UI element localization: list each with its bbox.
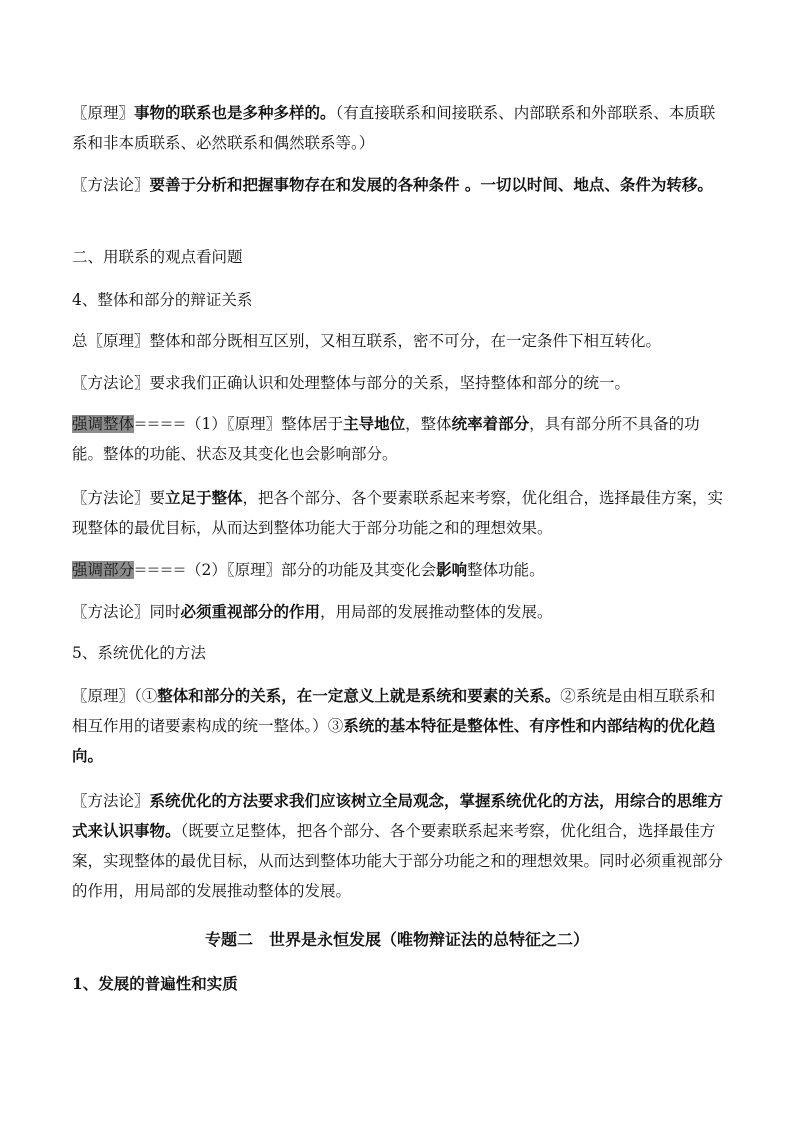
bold-segment: 系统的基本特征是整体性、有序性和内部结构的优化趋向。 bbox=[72, 716, 716, 765]
text-segment: （2）〖原理〗部分的功能及其变化会 bbox=[185, 561, 437, 579]
text-segment: ，用局部的发展推动整体的发展。 bbox=[320, 603, 553, 621]
subheading-4: 4、整体和部分的辩证关系 bbox=[72, 291, 253, 309]
method-paragraph-3 bbox=[72, 483, 724, 543]
bold-segment: 主导地位 bbox=[343, 414, 406, 433]
method-paragraph-1 bbox=[72, 170, 724, 200]
bold-segment: 立足于整体 bbox=[165, 488, 243, 507]
method-statement: 要善于分析和把握事物存在和发展的各种条件 。一切以时间、地点、条件为转移。 bbox=[149, 175, 713, 194]
subheading-5: 5、系统优化的方法 bbox=[72, 644, 206, 662]
text-segment: 〖方法论〗要 bbox=[72, 489, 166, 507]
text-segment: 〖方法论〗同时 bbox=[72, 603, 181, 621]
text-segment: ，整体 bbox=[405, 415, 452, 433]
subheading-1: 1、发展的普遍性和实质 bbox=[72, 974, 238, 993]
principle-tag: 〖原理〗 bbox=[72, 104, 135, 122]
equals-marker: ==== bbox=[134, 561, 186, 579]
bold-segment: 必须重视部分的作用 bbox=[180, 602, 321, 621]
bold-segment: 影响 bbox=[436, 560, 468, 579]
text-segment: 整体功能。 bbox=[467, 561, 545, 579]
bold-segment: 系统优化的方法要求我们应该树立全局观念，掌握系统优化的方法，用综合的思维方式来认识事物。 bbox=[72, 791, 724, 840]
emphasize-part-paragraph bbox=[72, 555, 724, 585]
bold-segment: 统率着部分 bbox=[451, 414, 530, 433]
principle-paragraph-3 bbox=[72, 681, 724, 771]
principle-statement: 事物的联系也是多种多样的。 bbox=[134, 103, 336, 122]
principle-note: （有直接联系和间接联系、内部联系和外部联系、本质联系和非本质联系、必然联系和偶然联系等。） bbox=[72, 104, 716, 152]
principle-paragraph-1 bbox=[72, 98, 724, 158]
text-segment: 〖原理〗（① bbox=[72, 687, 158, 705]
bold-segment: 整体和部分的关系，在一定意义上就是系统和要素的关系。 bbox=[157, 686, 561, 705]
principle-paragraph-2: 总〖原理〗整体和部分既相互区别，又相互联系，密不可分，在一定条件下相互转化。 bbox=[72, 332, 662, 350]
method-paragraph-5 bbox=[72, 786, 724, 906]
text-segment: ，具有部分所不具备的功能。整体的功能、状态及其变化也会影响部分。 bbox=[72, 415, 700, 463]
emphasize-whole-paragraph bbox=[72, 409, 724, 469]
method-tag: 〖方法论〗 bbox=[72, 176, 150, 194]
text-segment: （1）〖原理〗整体居于 bbox=[185, 415, 344, 433]
method-paragraph-4 bbox=[72, 597, 724, 627]
highlight-emphasize-whole: 强调整体 bbox=[72, 415, 135, 433]
text-segment: ②系统是由相互联系和相互作用的诸要素构成的统一整体。）③ bbox=[72, 687, 716, 735]
text-segment: ，把各个部分、各个要素联系起来考察，优化组合，选择最佳方案，实现整体的最优目标，从而达到整体功能大于部分功能之和的理想效果。 bbox=[72, 489, 724, 537]
highlight-emphasize-part: 强调部分 bbox=[72, 561, 135, 579]
text-segment: 〖方法论〗 bbox=[72, 792, 150, 810]
text-segment: （既要立足整体，把各个部分、各个要素联系起来考察，优化组合，选择最佳方案，实现整体的最优目标，从而达到整体功能大于部分功能之和的理想效果。同时必须重视部分的作用，用局部的发展推动整体的发展。 bbox=[72, 822, 724, 900]
method-paragraph-2: 〖方法论〗要求我们正确认识和处理整体与部分的关系，坚持整体和部分的统一。 bbox=[72, 374, 631, 392]
section-heading-2: 二、用联系的观点看问题 bbox=[72, 248, 243, 266]
topic-heading: 专题二 世界是永恒发展（唯物辩证法的总特征之二） bbox=[204, 930, 589, 949]
equals-marker: ==== bbox=[134, 415, 186, 433]
